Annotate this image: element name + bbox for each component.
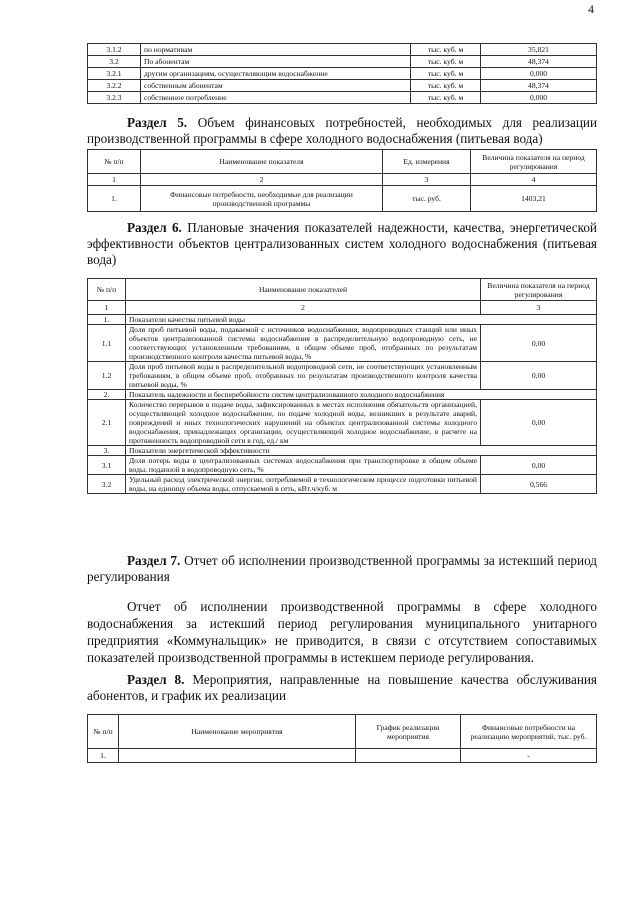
row-schedule: [356, 749, 461, 763]
column-number: 2: [126, 301, 481, 315]
table-cell: 3.2.2: [88, 80, 141, 92]
header-cell: № п/п: [88, 279, 126, 301]
table-cell: 3.1.2: [88, 44, 141, 56]
table-cell: Доля потерь воды в централизованных системах водоснабжения при транспортировке в общем объеме воды, поданной в водопроводную сеть, %: [126, 456, 481, 475]
table-cell: Доля проб питьевой воды в распределительной водопроводной сети, не соответствующих установленным требованиям, в общем объеме проб, отобранных по результатам производственного контроля качества питьевой воды, %: [126, 362, 481, 390]
table-cell: Показатели энергетической эффективности: [126, 446, 597, 456]
table-cell: 3.2: [88, 475, 126, 494]
table-cell: 0,00: [481, 456, 597, 475]
table-cell: 3.: [88, 446, 126, 456]
header-cell: Величина показателя на период регулирования: [481, 279, 597, 301]
header-cell: График реализации мероприятия: [356, 715, 461, 749]
table-row: [88, 186, 597, 212]
page-number: 4: [588, 2, 594, 16]
row-number: 1.: [88, 186, 141, 212]
table-indicators: [87, 278, 597, 494]
table-row: [88, 80, 597, 92]
table-financial-needs: [87, 149, 597, 212]
table-cell: по нормативам: [141, 44, 411, 56]
table-cell: 3.2.1: [88, 68, 141, 80]
table-row: [88, 68, 597, 80]
table-cell: 3.1: [88, 456, 126, 475]
table-cell: 0,00: [481, 362, 597, 390]
table-row: [88, 362, 597, 390]
group-row: [88, 390, 597, 400]
table-cell: тыс. куб. м: [411, 56, 481, 68]
section5-heading: Раздел 5. Объем финансовых потребностей, необходимых для реализации производственной программы в сфере холодного водоснабжения (питьевая вода): [87, 115, 597, 146]
header-cell: Наименование мероприятия: [119, 715, 356, 749]
section7-paragraph: Отчет об исполнении производственной программы в сфере холодного водоснабжения за истекший период регулирования муниципального унитарного предприятия «Коммунальщик» не приводится, в связи с отсутствием сопоставимых показателей производственной программы в истекшем периоде регулирования.: [87, 599, 597, 665]
table-cell: собственное потребление: [141, 92, 411, 104]
header-cell: Финансовые потребности на реализацию мероприятий, тыс. руб.: [461, 715, 597, 749]
table-cell: 48,374: [481, 56, 597, 68]
row-unit: тыс. руб.: [383, 186, 471, 212]
group-row: [88, 446, 597, 456]
table-cell: тыс. куб. м: [411, 92, 481, 104]
table-cell: 0,000: [481, 68, 597, 80]
table-cell: 1.: [88, 315, 126, 325]
table-cell: 0,566: [481, 475, 597, 494]
header-cell: Величина показателя на период регулирования: [471, 150, 597, 174]
table-cell: Удельный расход электрической энергии, потребляемой в технологическом процессе подготовки питьевой воды, на единицу объема воды, отпускаемой в сеть, кВт.ч/куб. м: [126, 475, 481, 494]
table-cell: 35,821: [481, 44, 597, 56]
table-cell: 3.2: [88, 56, 141, 68]
section8-heading: Раздел 8. Мероприятия, направленные на повышение качества обслуживания абонентов, и график их реализации: [87, 672, 597, 703]
table-row: [88, 92, 597, 104]
table-cell: тыс. куб. м: [411, 80, 481, 92]
table-row: [88, 56, 597, 68]
group-row: [88, 315, 597, 325]
row-name: [119, 749, 356, 763]
section7-heading: Раздел 7. Отчет об исполнении производственной программы за истекший период регулирования: [87, 553, 598, 584]
table-cell: тыс. куб. м: [411, 44, 481, 56]
header-cell: № п/п: [88, 715, 119, 749]
table-cell: Показатели качества питьевой воды: [126, 315, 597, 325]
table-cell: 0,00: [481, 400, 597, 446]
table-cell: 0,000: [481, 92, 597, 104]
header-cell: Ед. измерения: [383, 150, 471, 174]
header-cell: Наименование показателей: [126, 279, 481, 301]
table-cell: Показатель надежности и бесперебойности систем централизованного холодного водоснабжения: [126, 390, 597, 400]
table-cell: 48,374: [481, 80, 597, 92]
table-row: [88, 325, 597, 362]
row-number: 1.: [88, 749, 119, 763]
table-cell: тыс. куб. м: [411, 68, 481, 80]
row-name: Финансовые потребности, необходимые для реализации производственной программы: [141, 186, 383, 212]
column-number: 3: [383, 174, 471, 186]
table-cell: другим организациям, осуществляющим водоснабжение: [141, 68, 411, 80]
table-row: [88, 475, 597, 494]
table-row: [88, 400, 597, 446]
table-cell: 3.2.3: [88, 92, 141, 104]
section6-heading: Раздел 6. Плановые значения показателей надежности, качества, энергетической эффективности объектов централизованных систем холодного водоснабжения (питьевая вода): [87, 220, 597, 267]
row-value: 1403,21: [471, 186, 597, 212]
table-row: [88, 44, 597, 56]
row-cost: -: [461, 749, 597, 763]
table-row: [88, 456, 597, 475]
table-cell: 0,00: [481, 325, 597, 362]
column-number: 4: [471, 174, 597, 186]
table-measures: [87, 714, 597, 763]
column-number: 1: [88, 301, 126, 315]
column-number: 2: [141, 174, 383, 186]
table-cell: 2.: [88, 390, 126, 400]
column-number: 1: [88, 174, 141, 186]
column-number: 3: [481, 301, 597, 315]
table-volumes: [87, 43, 597, 104]
table-cell: 1.2: [88, 362, 126, 390]
header-cell: Наименование показателя: [141, 150, 383, 174]
table-cell: Количество перерывов в подаче воды, зафиксированных в местах исполнения обязательств организацией, осуществляющей холодное водоснабжение, по подаче холодной воды, возникших в результате аварий, повреждений и иных технологических нарушений на объектах централизованной системы холодного водоснабжения, принадлежащих организации, осуществляющей холодное водоснабжение, в расчете на протяженность водопроводной сети в год, ед./ км: [126, 400, 481, 446]
table-cell: собственным абонентам: [141, 80, 411, 92]
table-cell: 2.1: [88, 400, 126, 446]
table-row: [88, 749, 597, 763]
table-cell: 1.1: [88, 325, 126, 362]
header-cell: № п/п: [88, 150, 141, 174]
table-cell: По абонентам: [141, 56, 411, 68]
table-cell: Доля проб питьевой воды, подаваемой с источников водоснабжения, водопроводных станций или иных объектов централизованной системы водоснабжения в распределительную водопроводную сеть, не соответствующих установленным требованиям, в общем объеме проб, отобранных по результатам производственного контроля качества питьевой воды, %: [126, 325, 481, 362]
